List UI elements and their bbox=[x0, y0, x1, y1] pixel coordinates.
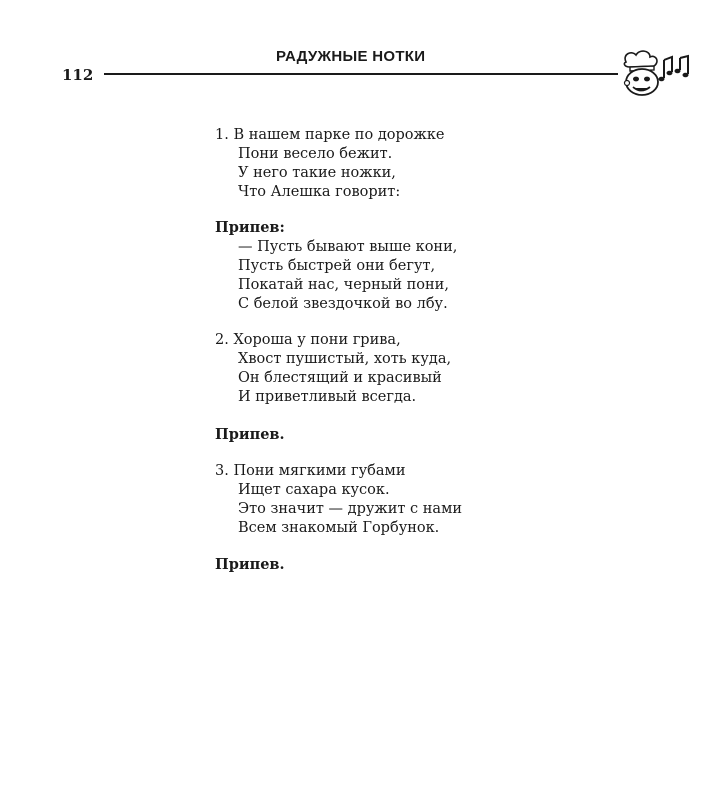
verse-line: У него такие ножки, bbox=[238, 165, 396, 181]
verse-line: Хвост пушистый, хоть куда, bbox=[238, 351, 452, 367]
page-number: 112 bbox=[62, 66, 94, 84]
verse-line: И приветливый всегда. bbox=[238, 389, 417, 405]
verse-line: Всем знакомый Горбунок. bbox=[238, 520, 440, 536]
verse-line: Он блестящий и красивый bbox=[238, 370, 442, 386]
verse-line: Пони весело бежит. bbox=[238, 146, 393, 162]
verse-line: 3. Пони мягкими губами bbox=[215, 463, 406, 479]
chorus-repeat-label: Припев. bbox=[215, 556, 285, 573]
verse-line: 1. В нашем парке по дорожке bbox=[215, 127, 445, 143]
verse-line: Это значит — дружит с нами bbox=[238, 501, 463, 517]
chorus-label: Припев: bbox=[215, 219, 285, 236]
running-header-title: РАДУЖНЫЕ НОТКИ bbox=[276, 48, 426, 65]
chorus-line: С белой звездочкой во лбу. bbox=[238, 296, 448, 312]
chorus-line: — Пусть бывают выше кони, bbox=[238, 239, 458, 255]
verse-line: 2. Хороша у пони грива, bbox=[215, 332, 401, 348]
chorus-repeat-label: Припев. bbox=[215, 426, 285, 443]
chorus-line: Покатай нас, черный пони, bbox=[238, 277, 449, 293]
verse-line: Ищет сахара кусок. bbox=[238, 482, 390, 498]
chorus-line: Пусть быстрей они бегут, bbox=[238, 258, 436, 274]
header-rule bbox=[104, 73, 618, 75]
verse-line: Что Алешка говорит: bbox=[238, 184, 401, 200]
chef-mascot-icon bbox=[614, 48, 696, 98]
